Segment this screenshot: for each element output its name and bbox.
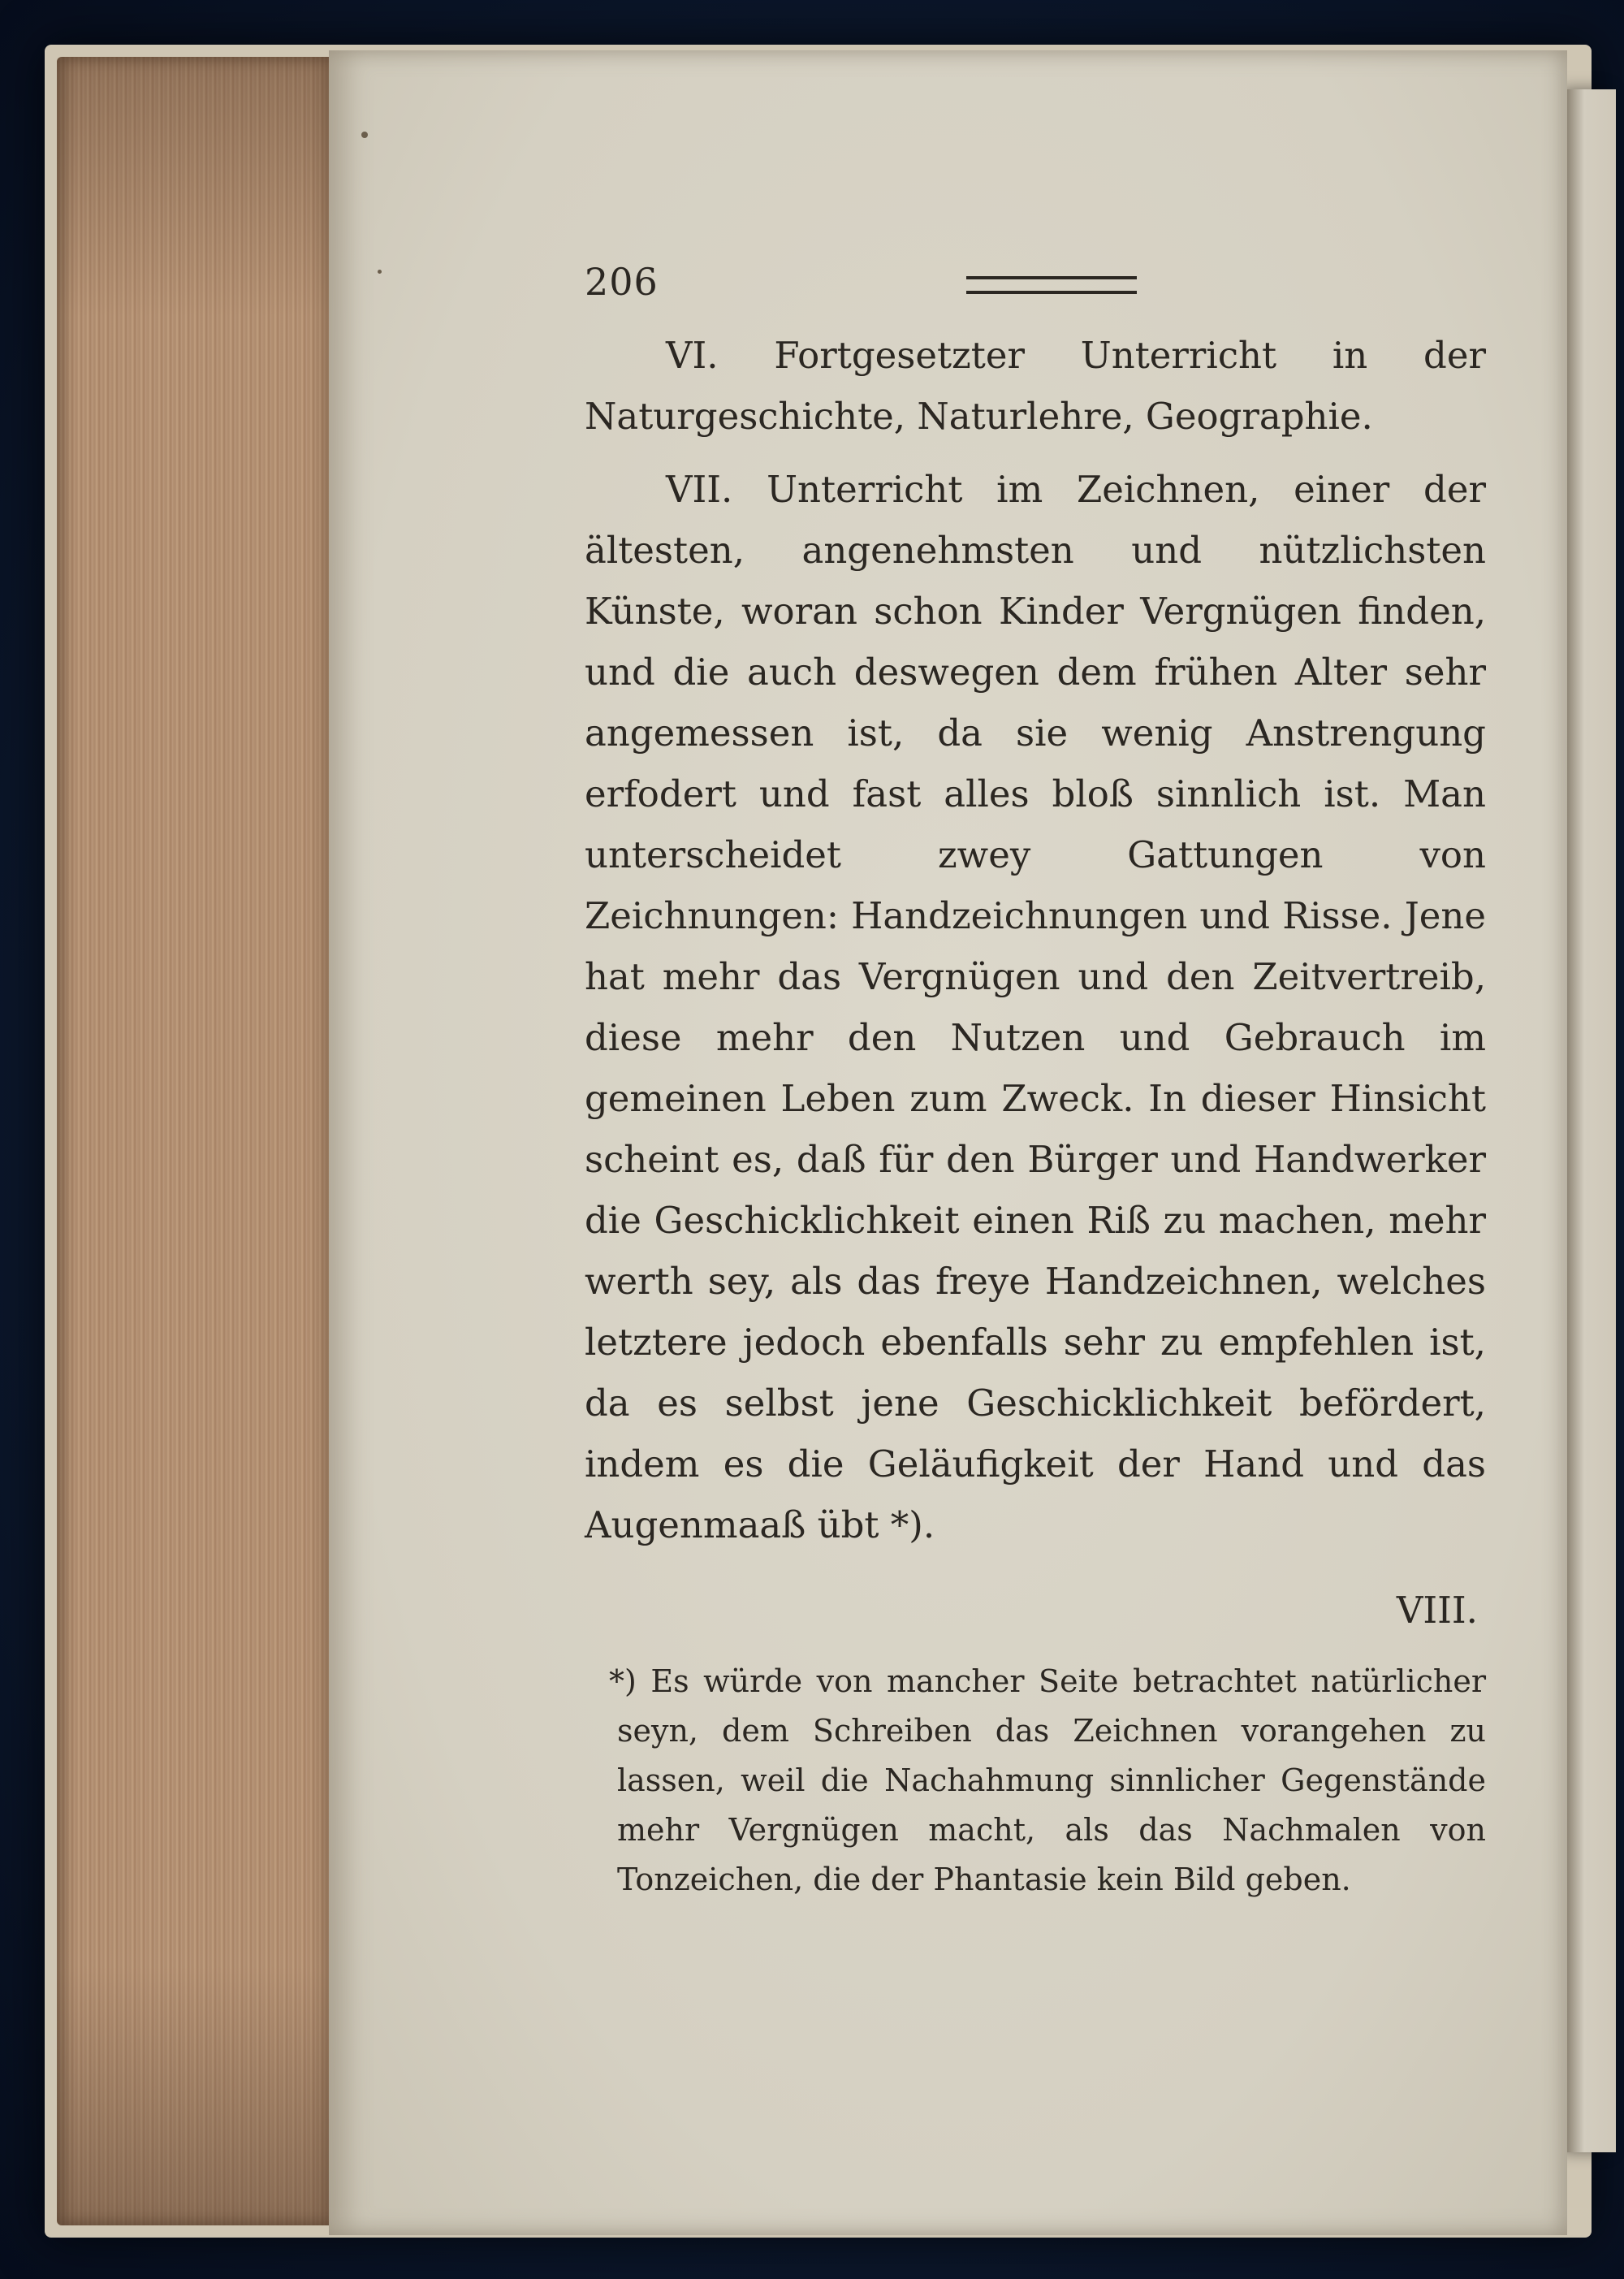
page-edges — [57, 57, 337, 2225]
paper-speck — [378, 270, 382, 274]
page-header — [585, 260, 1486, 325]
footnote: *) Es würde von mancher Seite betrachtet natürlicher seyn, dem Schreiben das Zeichnen vorangehen zu lassen, weil die Nachahmung sinnlicher Gegenstände mehr Vergnügen macht, als das Nachmalen von Tonzeichen, die der Phantasie kein Bild geben. — [609, 1663, 1486, 1897]
next-page-edge — [1567, 89, 1616, 2152]
catchword: VIII. — [1396, 1589, 1478, 1632]
paragraph-vii: VII. Unterricht im Zeichnen, einer der ältesten, angenehmsten und nützlichsten Künste, woran schon Kinder Vergnügen finden, und die auch deswegen dem frühen Alter sehr angemessen ist, da sie wenig Anstrengung erfodert und fast alles bloß sinnlich ist. Man unterscheidet zwey Gattungen von Zeichnungen: Handzeichnungen und Risse. Jene hat mehr das Vergnügen und den Zeitvertreib, diese mehr den Nutzen und Gebrauch im gemeinen Leben zum Zweck. In dieser Hinsicht scheint es, daß für den Bürger und Handwerker die Geschicklichkeit einen Riß zu machen, mehr werth sey, als das freye Handzeichnen, welches letztere jedoch ebenfalls sehr zu empfehlen ist, da es selbst jene Geschicklichkeit befördert, indem es die Geläufigkeit der Hand und das Augenmaaß übt *). — [585, 468, 1486, 1546]
paragraph-vi: VI. Fortgesetzter Unterricht in der Naturgeschichte, Naturlehre, Geographie. — [585, 334, 1486, 438]
header-rule — [966, 276, 1137, 294]
page-number: 206 — [585, 260, 659, 304]
text-block — [585, 260, 1486, 1905]
paper-speck — [361, 132, 368, 138]
